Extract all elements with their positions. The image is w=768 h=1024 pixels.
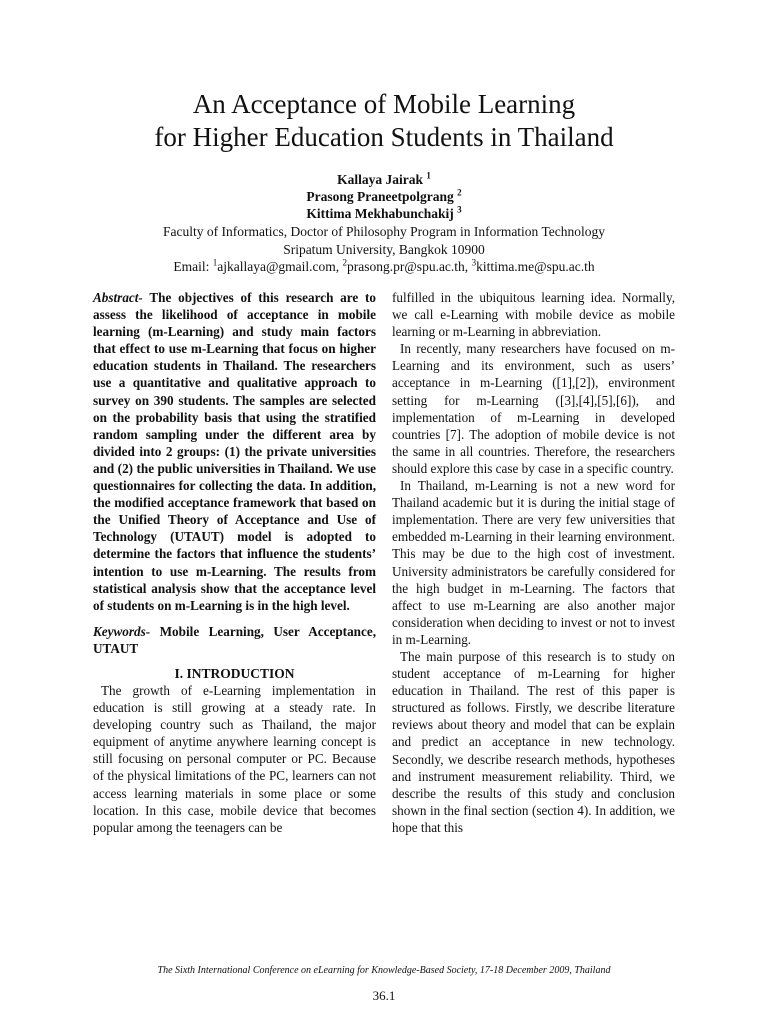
intro-paragraph-3: In Thailand, m-Learning is not a new word for Thailand academic but it is during the initial stage of implementation. There are very few universities that embedded m-Learning in their learning environment. This may be due to the high cost of investment. University administrators be carefully considered for the high budget in m-Learning. The factors that affect to use m-Learning are also another major consideration when deciding to invest or not to invest in m-Learning.	[392, 478, 675, 647]
author-1	[0, 171, 768, 188]
author-list	[0, 171, 768, 222]
section-heading-introduction: I. INTRODUCTION	[174, 665, 295, 681]
email-2: prasong.pr@spu.ac.th,	[347, 259, 472, 274]
abstract	[93, 289, 376, 614]
affiliation	[0, 223, 768, 276]
email-1: ajkallaya@gmail.com,	[217, 259, 343, 274]
keywords-lead: Keywords-	[93, 623, 151, 639]
intro-paragraph-4: The main purpose of this research is to study on student acceptance of m-Learning for higher education in Thailand. The rest of this paper is structured as follows. Firstly, we describe literature reviews about theory and model that can be explain and predict an acceptance in new technology. Secondly, we describe research methods, hypotheses and instrument measurement reliability. Third, we describe the results of this study and conclusion shown in the final section (section 4). In addition, we hope that this	[392, 648, 675, 835]
keywords	[93, 623, 376, 657]
abstract-text: The objectives of this research are to assess the likelihood of acceptance in mobile learning (m-Learning) and study main factors that effect to use m-Learning that focus on higher education students in Thailand. The researchers use a quantitative and qualitative approach to survey on 390 students. The samples are selected on the probability basis that using the stratified random sampling under the different area by divided into 2 groups: (1) the private universities and (2) the public universities in Thailand. We use questionnaires for collecting the data. In addition, the modified acceptance framework that based on the Unified Theory of Acceptance and Use of Technology (UTAUT) model is adopted to determine the factors that influence the students’ intention to use m-Learning. The results from statistical analysis show that the acceptance level of students on m-Learning is in the high level.	[93, 290, 376, 613]
abstract-lead: Abstract-	[93, 290, 143, 305]
author-name: Kittima Mekhabunchakij	[306, 206, 454, 221]
right-column	[392, 289, 675, 836]
email-line	[0, 258, 768, 276]
author-sup: 2	[457, 187, 462, 198]
email-label: Email:	[173, 259, 213, 274]
email-sup: 3	[471, 257, 477, 268]
email-sup: 2	[342, 257, 348, 268]
left-column	[93, 289, 376, 836]
page-number: 36.1	[372, 988, 396, 1003]
author-3	[0, 205, 768, 222]
affiliation-line-2: Sripatum University, Bangkok 10900	[283, 241, 485, 257]
title-line-1: An Acceptance of Mobile Learning	[192, 89, 576, 119]
author-name: Prasong Praneetpolgrang	[306, 189, 454, 204]
email-3: kittima.me@spu.ac.th	[476, 259, 595, 274]
keywords-text: Mobile Learning, User Acceptance, UTAUT	[93, 623, 376, 656]
author-sup: 3	[457, 204, 462, 215]
author-2	[0, 188, 768, 205]
title-line-2: for Higher Education Students in Thailand	[154, 122, 614, 152]
intro-paragraph-continued: fulfilled in the ubiquitous learning idea. Normally, we call e-Learning with mobile device as mobile learning or m-Learning in abbreviation.	[392, 290, 675, 340]
paper-title	[0, 88, 768, 154]
conference-footer: The Sixth International Conference on eLearning for Knowledge-Based Society, 17-18 December 2009, Thailand	[157, 965, 611, 976]
author-sup: 1	[426, 170, 431, 181]
author-name: Kallaya Jairak	[337, 172, 423, 187]
email-sup: 1	[212, 257, 218, 268]
affiliation-line-1: Faculty of Informatics, Doctor of Philosophy Program in Information Technology	[163, 224, 605, 239]
intro-paragraph-1: The growth of e-Learning implementation in education is still growing at a steady rate. In developing country such as Thailand, the major equipment of anytime anywhere learning concept is still focusing on personal computer or PC. Because of the physical limitations of the PC, learners can not access learning materials in some place or some location. In this case, mobile device that becomes popular among the teenagers can be	[93, 682, 376, 835]
intro-paragraph-2: In recently, many researchers have focused on m-Learning and its environment, such as users’ acceptance in m-Learning ([1],[2]), environment setting for m-Learning ([3],[4],[5],[6]), and implementation of m-Learning in developed countries [7]. The adoption of mobile device is not the same in all countries. Therefore, the researchers should explore this case by case in a specific country.	[392, 341, 675, 476]
